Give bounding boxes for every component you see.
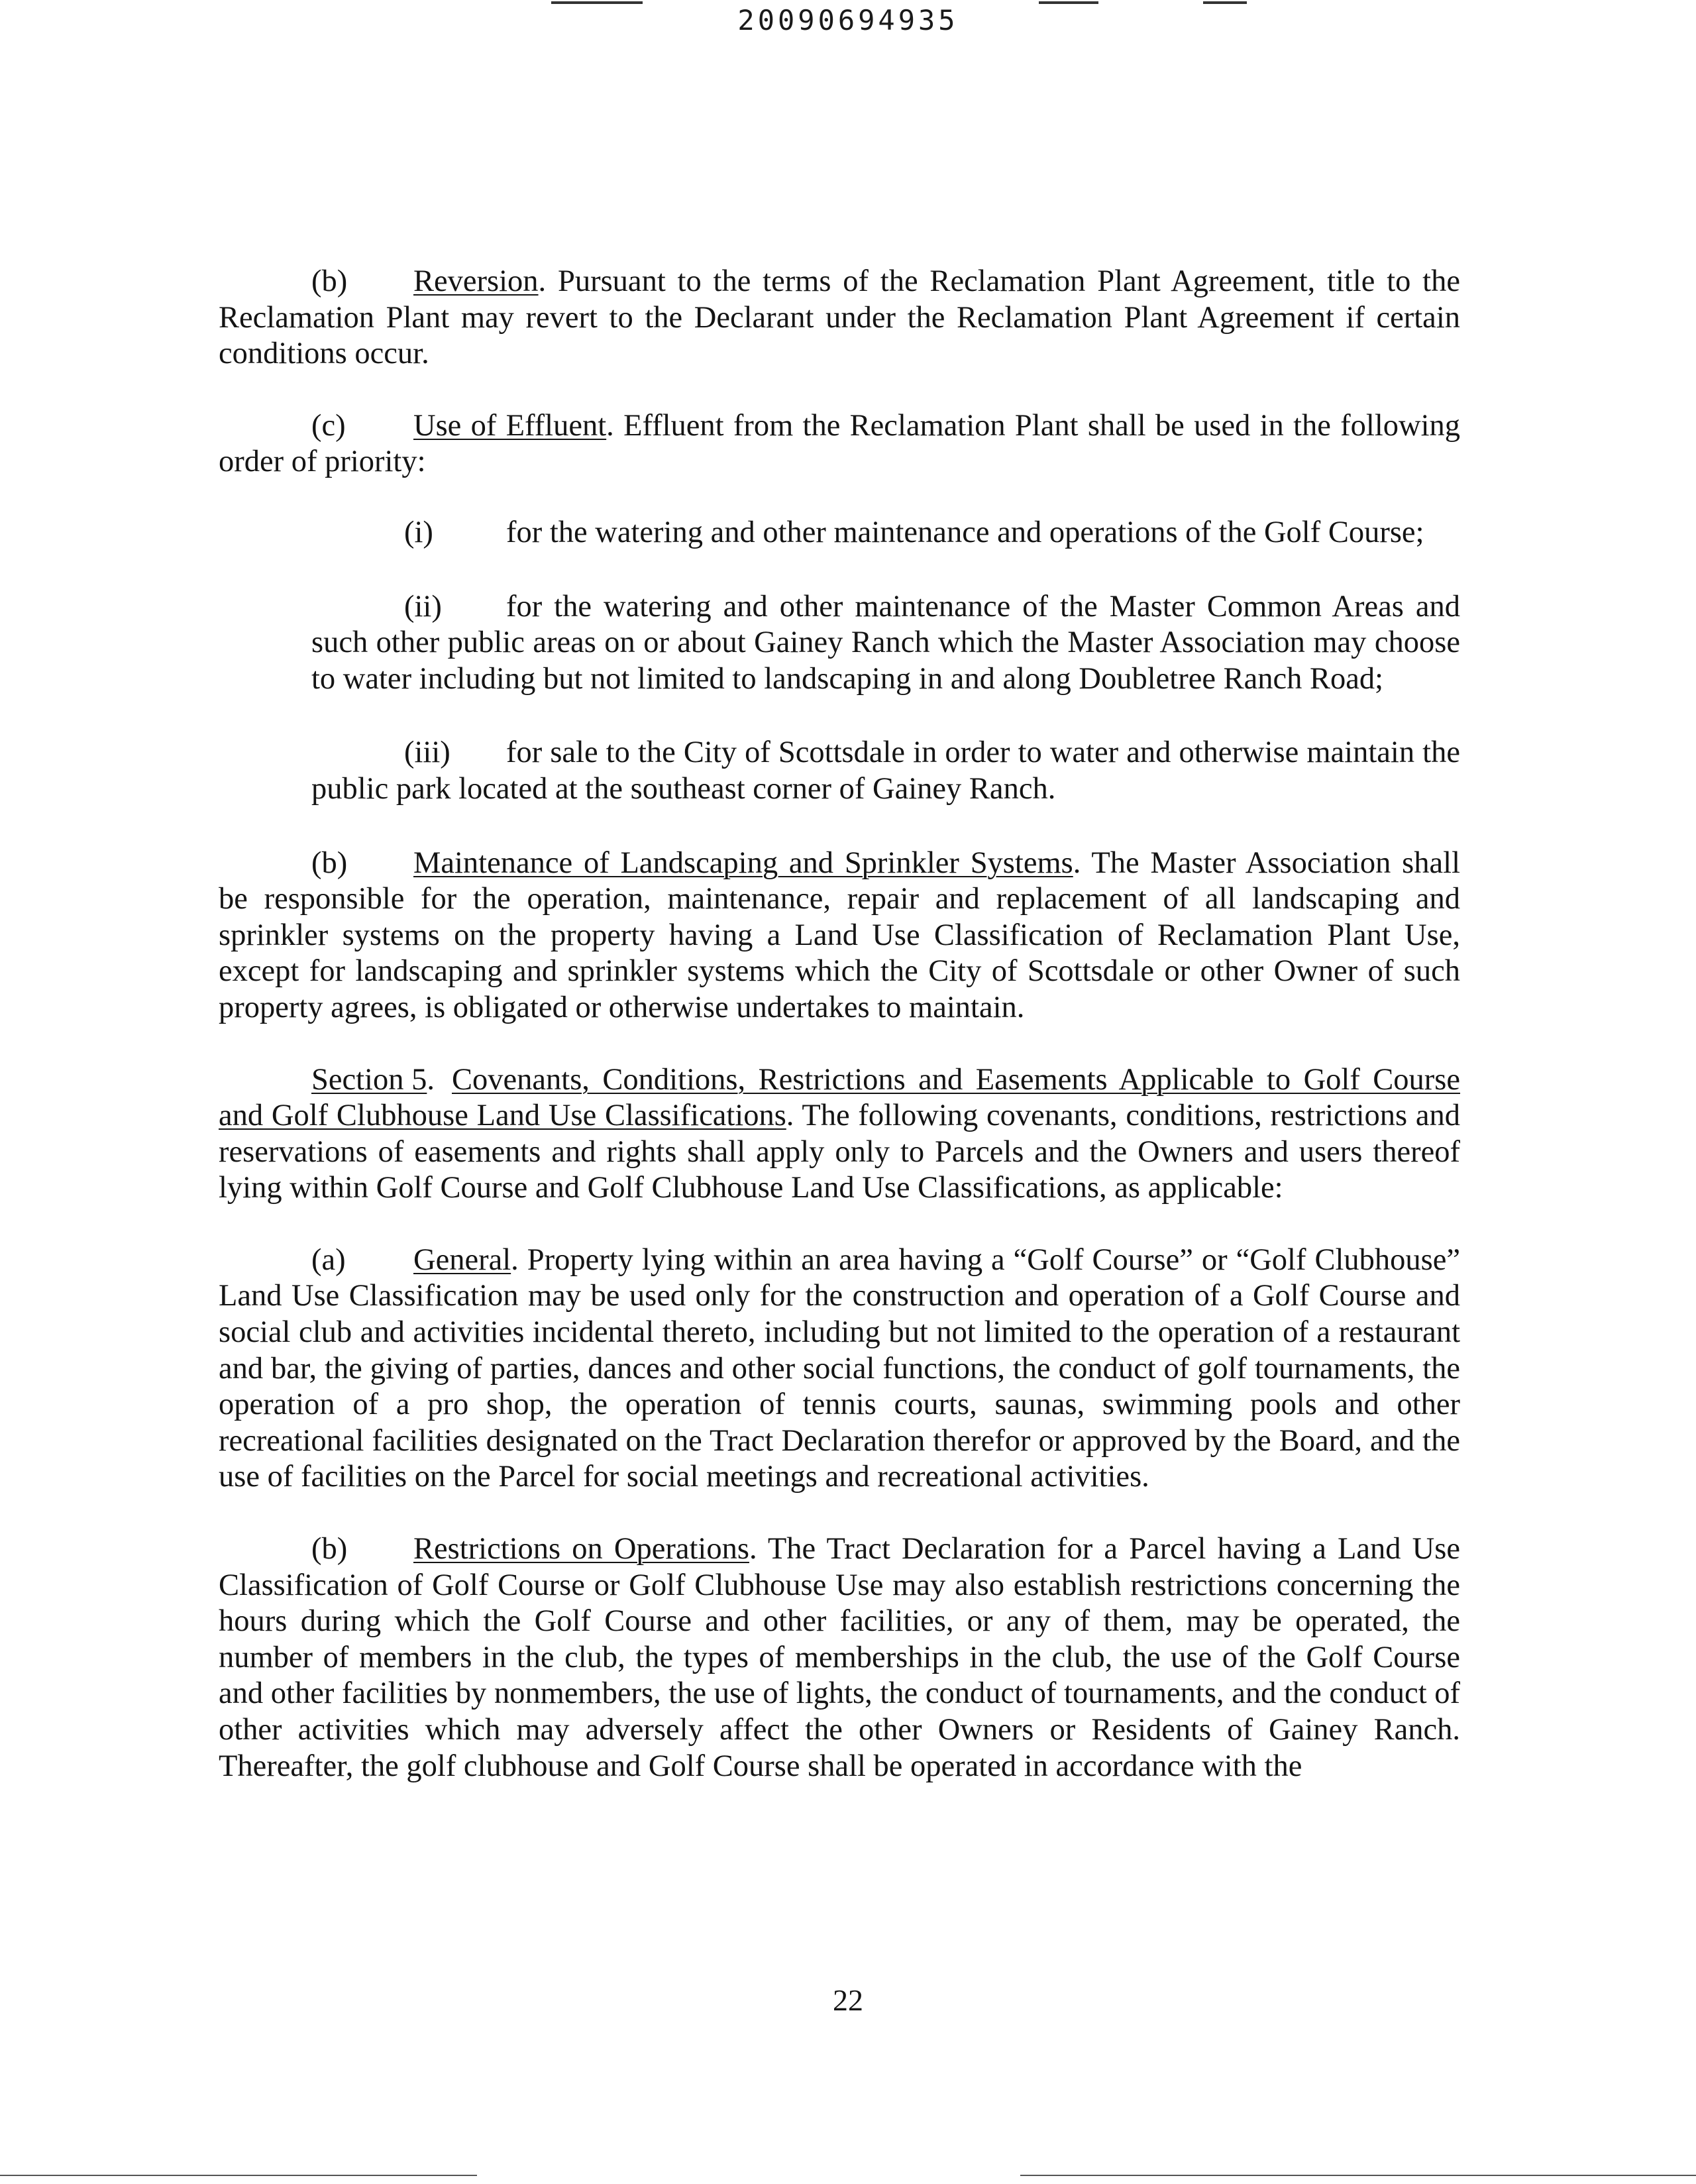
paragraph-text: . Pursuant to the terms of the Reclamation Plant Agreement, title to the Reclamation Plant may revert to the Declarant under the Reclamation Plant Agreement if certain conditions occur. (219, 264, 1460, 371)
paragraph-text: . The Tract Declaration for a Parcel having a Land Use Classification of Golf Course or Golf Clubhouse Use may also establish restrictions concerning the hours during which the Golf Course and other facilities, or any of them, may be operated, the number of members in the club, the types of memberships in the club, the use of the Golf Course and other facilities by nonmembers, the use of lights, the conduct of tournaments, and the conduct of other activities which may adversely affect the other Owners or Residents of Gainey Ranch. Thereafter, the golf clubhouse and Golf Course shall be operated in accordance with the (219, 1532, 1460, 1783)
section-text: . The following covenants, conditions, restrictions and reservations of easements and rights shall apply only to Parcels and the Owners and users thereof lying within Golf Course and Golf Clubhouse Land Use Classifications, as applicable: (219, 1099, 1460, 1205)
paragraph-a-general (219, 1242, 1460, 1496)
paragraph-label: (b) (311, 1532, 348, 1566)
document-number: 20090694935 (737, 4, 959, 36)
paragraph-heading: Use of Effluent (413, 408, 607, 443)
paragraph-text: . Property lying within an area having a “Golf Course” or “Golf Clubhouse” Land Use Classification may be used only for the construction and operation of a Golf Course and social club and activities incidental thereto, including but not limited to the operation of a restaurant and bar, the giving of parties, dances and other social functions, the conduct of golf tournaments, the operation of a pro shop, the operation of tennis courts, saunas, swimming pools and other recreational facilities designated on the Tract Declaration therefor or approved by the Board, and the use of facilities on the Parcel for social meetings and recreational activities. (219, 1242, 1460, 1494)
paragraph-b-restrictions (219, 1531, 1460, 1784)
section-heading: Covenants, Conditions, Restrictions and Easements Applicable to Golf Course and Golf Clubhouse Land Use Classifications (219, 1062, 1460, 1133)
paragraph-label: (a) (311, 1242, 346, 1277)
paragraph-text: . The Master Association shall be responsible for the operation, maintenance, repair and replacement of all landscaping and sprinkler systems on the property having a Land Use Classification of Reclamation Plant Use, except for landscaping and sprinkler systems which the City of Scottsdale or other Owner of such property agrees, is obligated or otherwise undertakes to maintain. (219, 846, 1460, 1024)
subparagraph-text: for the watering and other maintenance and operations of the Golf Course; (506, 515, 1424, 549)
subparagraph-iii (311, 735, 1460, 807)
paragraph-label: (b) (311, 264, 348, 298)
paragraph-text: . Effluent from the Reclamation Plant shall be used in the following order of priority: (219, 408, 1461, 479)
scan-rule (1020, 2175, 1696, 2176)
page-number: 22 (833, 1983, 863, 2017)
section-number-suffix: . (427, 1062, 435, 1097)
subparagraph-i (311, 515, 1460, 551)
section-number: Section 5 (311, 1062, 427, 1097)
scan-rule (0, 2175, 477, 2176)
paragraph-label: (c) (311, 408, 346, 443)
paragraph-b-reversion (219, 264, 1460, 372)
paragraph-c-use-of-effluent (219, 408, 1460, 480)
paragraph-heading: General (413, 1242, 511, 1277)
paragraph-heading: Maintenance of Landscaping and Sprinkler Systems (413, 846, 1073, 880)
subparagraph-label: (i) (404, 515, 433, 549)
paragraph-heading: Reversion (413, 264, 539, 298)
paragraph-label: (b) (311, 846, 348, 880)
subparagraph-text: for sale to the City of Scottsdale in order to water and otherwise maintain the public park located at the southeast corner of Gainey Ranch. (311, 736, 1460, 806)
paragraph-heading: Restrictions on Operations (413, 1532, 749, 1566)
section-label (311, 1062, 452, 1099)
document-body (219, 264, 1460, 1784)
subparagraph-label: (ii) (404, 589, 442, 624)
subparagraph-text: for the watering and other maintenance of the Master Common Areas and such other public areas on or about Gainey Ranch which the Master Association may choose to water including but not limited to landscaping in and along Doubletree Ranch Road; (311, 589, 1460, 696)
subparagraph-ii (311, 589, 1460, 698)
section-5 (219, 1062, 1460, 1207)
paragraph-b-maintenance (219, 846, 1460, 1026)
subparagraph-label: (iii) (404, 736, 450, 770)
